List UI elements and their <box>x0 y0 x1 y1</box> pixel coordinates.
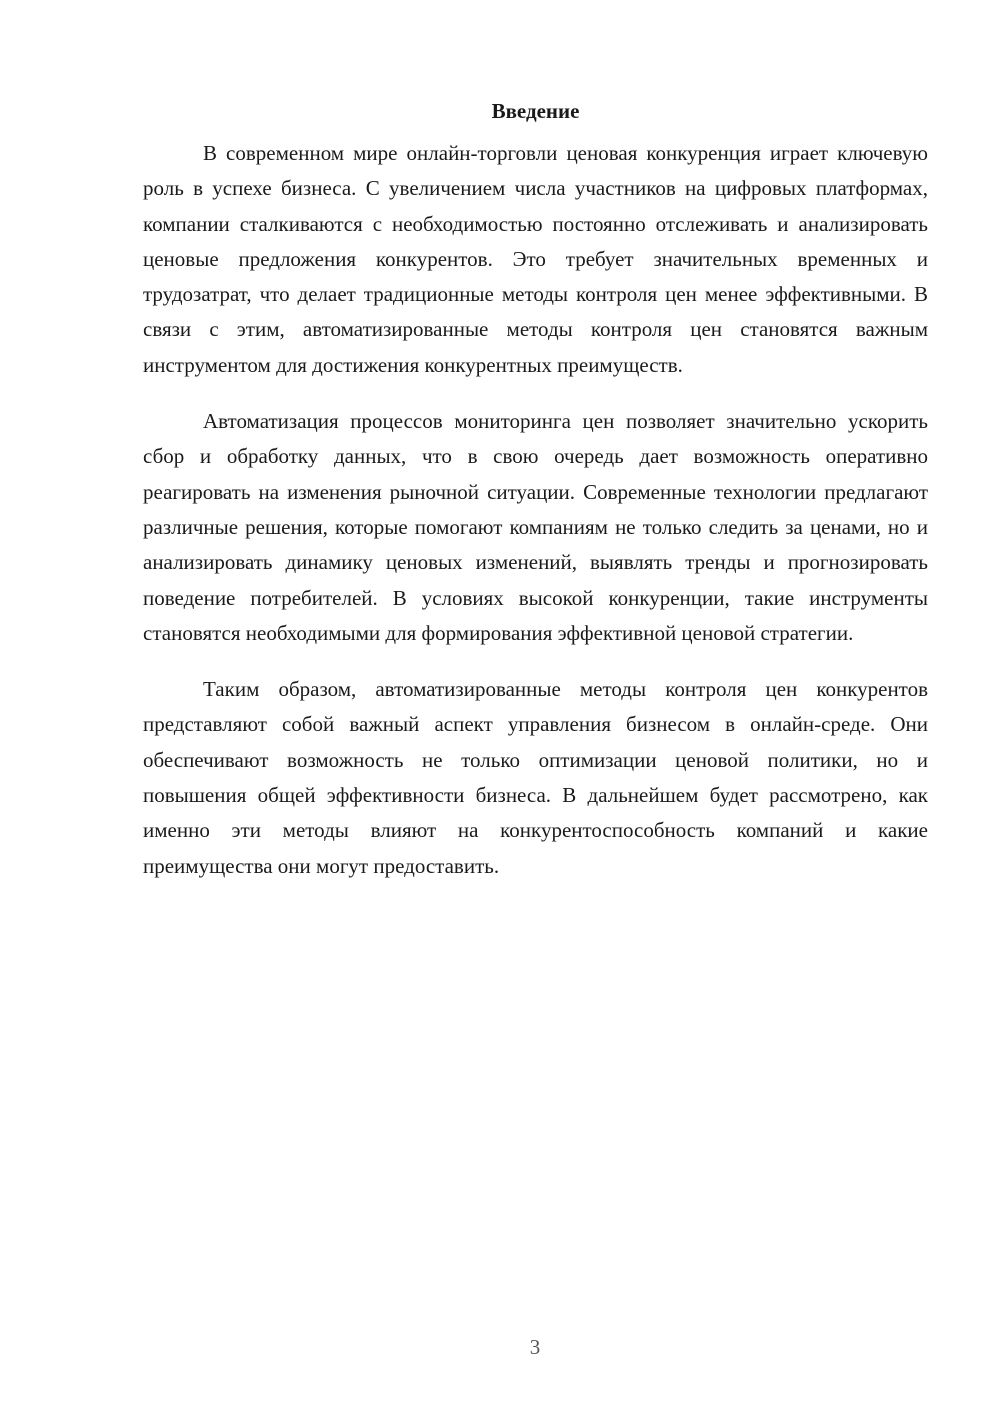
paragraph-conclusion: Таким образом, автоматизированные методы контроля цен конкурентов представляют собой важный аспект управления бизнесом в онлайн-среде. Они обеспечивают возможность не только оптимизации ценовой политики, но и повышения общей эффективности бизнеса. В дальнейшем будет рассмотрено, как именно эти методы влияют на конкурентоспособность компаний и какие преимущества они могут предоставить. <box>143 677 928 878</box>
page-content <box>143 94 928 905</box>
page-number: 3 <box>529 1335 541 1359</box>
paragraph-automation: Автоматизация процессов мониторинга цен позволяет значительно ускорить сбор и обработку данных, что в свою очередь дает возможность оперативно реагировать на изменения рыночной ситуации. Современные технологии предлагают различные решения, которые помогают компаниям не только следить за ценами, но и анализировать динамику ценовых изменений, выявлять тренды и прогнозировать поведение потребителей. В условиях высокой конкуренции, такие инструменты становятся необходимыми для формирования эффективной ценовой стратегии. <box>143 409 928 645</box>
paragraph-intro: В современном мире онлайн-торговли ценовая конкуренция играет ключевую роль в успехе бизнеса. С увеличением числа участников на цифровых платформах, компании сталкиваются с необходимостью постоянно отслеживать и анализировать ценовые предложения конкурентов. Это требует значительных временных и трудозатрат, что делает традиционные методы контроля цен менее эффективными. В связи с этим, автоматизированные методы контроля цен становятся важным инструментом для достижения конкурентных преимуществ. <box>143 141 928 377</box>
section-title: Введение <box>491 99 580 123</box>
